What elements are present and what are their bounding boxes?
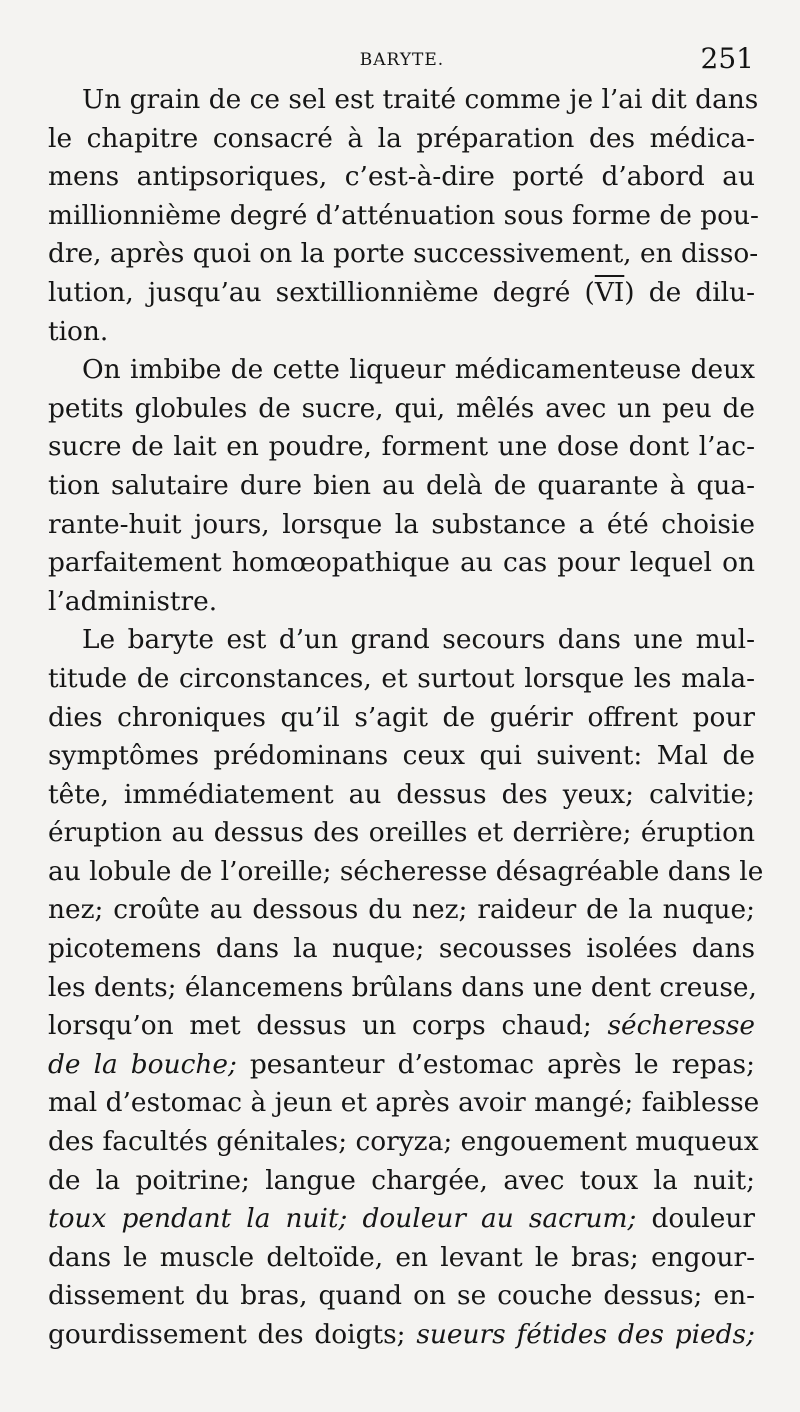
text-line: On imbibe de cette liqueur médicamenteuse deux [82,354,755,386]
text-line: symptômes prédominans ceux qui suivent: Mal de [48,740,755,772]
page-header [48,44,756,80]
text-line: toux pendant la nuit; douleur au sacrum; douleur [48,1203,755,1235]
text-line: sucre de lait en poudre, forment une dose dont l’ac- [48,431,755,463]
text-line: gourdissement des doigts; sueurs fétides des pieds; [48,1319,755,1350]
text-line: éruption au dessus des oreilles et derrière; éruption [48,817,755,849]
text-line: tête, immédiatement au dessus des yeux; calvitie; [48,778,755,810]
page-number: 251 [700,42,754,75]
text-line: tion. [48,315,109,347]
body-text [48,81,764,1355]
text-line: les dents; élancemens brûlans dans une dent creuse, [48,971,757,1003]
running-title: BARYTE. [359,50,445,70]
text-line: Un grain de ce sel est traité comme je l’ai dit dans [82,84,759,115]
text-line: mens antipsoriques, c’est-à-dire porté d’abord au [48,161,755,193]
text-line: lorsqu’on met dessus un corps chaud; sécheresse [48,1010,755,1042]
text-line: tion salutaire dure bien au delà de quarante à qua- [48,469,755,501]
text-line: des facultés génitales; coryza; engouement muqueux [48,1126,759,1158]
text-line: titude de circonstances, et surtout lorsque les mala- [48,662,755,694]
text-line-with-overline-numeral: lution, jusqu’au sextillionnième degré $(\overline{VI})$ de dilu- [48,276,755,308]
text-line: mal d’estomac à jeun et après avoir mangé; faiblesse [48,1087,760,1119]
text-line: dans le muscle deltoïde, en levant le bras; engour- [48,1241,755,1273]
text-line: millionnième degré d’atténuation sous forme de pou- [48,199,759,231]
text-line: de la bouche; pesanteur d’estomac après le repas; [48,1048,755,1080]
text-line: au lobule de l’oreille; sécheresse désagréable dans le [48,855,764,887]
text-line: nez; croûte au dessous du nez; raideur de la nuque; [48,894,755,926]
text-line: l’administre. [48,585,218,617]
text-line: de la poitrine; langue chargée, avec toux la nuit; [48,1164,755,1196]
text-line: parfaitement homœopathique au cas pour lequel on [48,547,755,579]
text-line: petits globules de sucre, qui, mêlés avec un peu de [48,392,755,424]
text-line: dissement du bras, quand on se couche dessus; en- [48,1280,755,1312]
text-line: dies chroniques qu’il s’agit de guérir offrent pour [48,701,755,733]
text-line: rante-huit jours, lorsque la substance a été choisie [48,508,755,540]
text-line: picotemens dans la nuque; secousses isolées dans [48,933,755,965]
text-line: Le baryte est d’un grand secours dans une mul- [82,624,755,656]
text-line: le chapitre consacré à la préparation des médica- [48,122,755,154]
text-line: dre, après quoi on la porte successivement, en disso- [48,238,759,270]
